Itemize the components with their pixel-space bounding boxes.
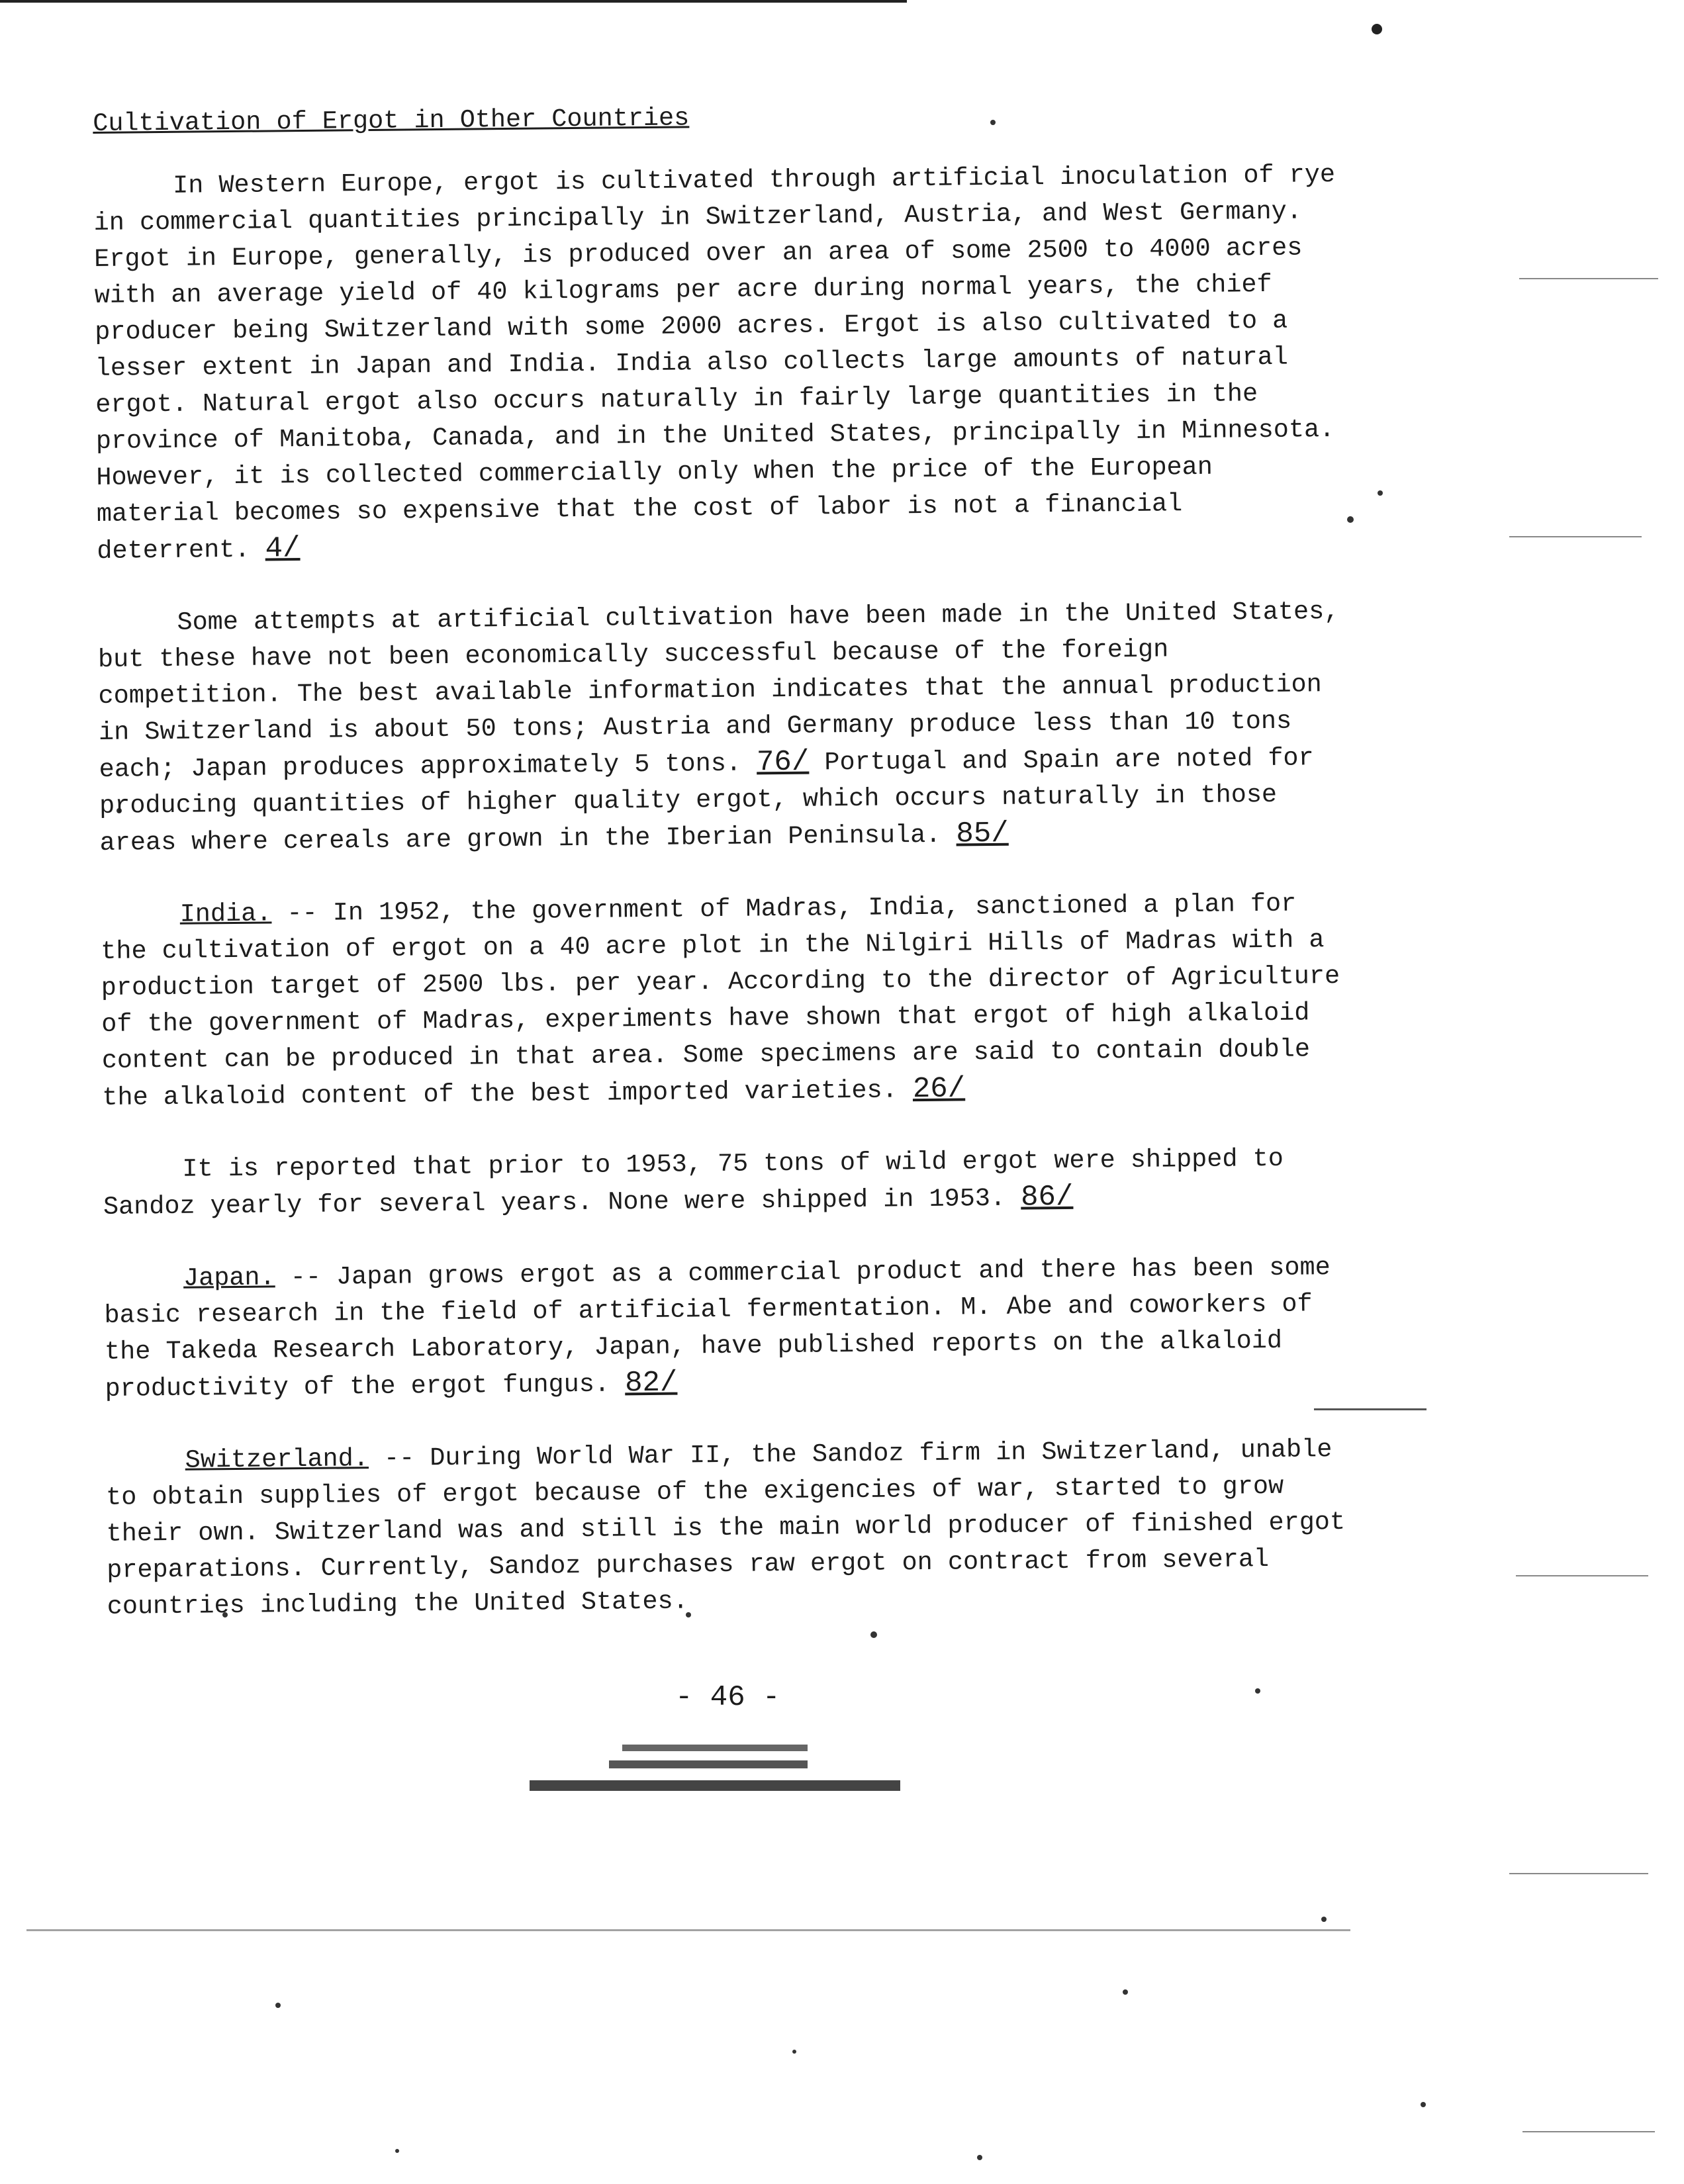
footnote-ref: 86/ [1020, 1180, 1074, 1214]
classification-stamp [516, 1739, 913, 1812]
scan-speck [1123, 1989, 1128, 1995]
margin-mark [1509, 536, 1642, 537]
footnote-ref: 26/ [912, 1072, 966, 1107]
margin-mark [1522, 2131, 1655, 2132]
scan-fold-line [26, 1929, 1350, 1931]
stamp-line [530, 1780, 900, 1791]
footnote-ref: 85/ [956, 817, 1009, 851]
stamp-line [622, 1745, 808, 1751]
footnote-ref: 76/ [756, 745, 810, 780]
paragraph-switzerland [105, 1432, 1352, 1625]
margin-mark [1509, 1873, 1648, 1874]
section-heading: Cultivation of Ergot in Other Countries [93, 103, 690, 138]
margin-mark [1519, 278, 1658, 279]
paragraph-text: In Western Europe, ergot is cultivated through artificial inoculation of rye in commercial quantities principally in Switzerland, Austria, and West Germany. Ergot in Europe, generally, is produced over an area of some 2500 to 4000 acres with an average yield of 40 kilograms per acre during normal years, the chief producer being Switzerland with some 2000 acres. Ergot is also cultivated to a lesser extent in Japan and India. India also collects large amounts of natural ergot. Natural ergot also occurs naturally in fairly large quantities in the province of Manitoba, Canada, and in the United States, principally in Minnesota. However, it is collected commercially only when the price of the European material becomes so expensive that the cost of labor is not a financial deterrent. [93, 159, 1336, 566]
scan-speck [1421, 2102, 1426, 2107]
stamp-line [609, 1760, 808, 1768]
footnote-ref: 4/ [265, 532, 301, 566]
paragraph-text: Some attempts at artificial cultivation have been made in the United States, but these have not been economically successful because of the foreign competition. The best available information indicates that the annual production in Switzerland is about 50 tons; Austria and Germany produce less than 10 tons each; Japan produces approximately 5 tons. [97, 596, 1340, 784]
paragraph-text: It is reported that prior to 1953, 75 tons of wild ergot were shipped to Sandoz yearly for several years. None were shipped in 1953. [103, 1144, 1284, 1222]
paragraph-artificial-cultivation [97, 594, 1344, 862]
scan-speck [1321, 1917, 1327, 1922]
paragraph-text: -- In 1952, the government of Madras, India, sanctioned a plan for the cultivation of ergot on a 40 acre plot in the Nilgiri Hills of Madras with a production target of 2500 lbs. per year. According to the director of Agriculture of the government of Madras, experiments have shown that ergot of high alkaloid content can be produced in that area. Some specimens are said to contain double the alkaloid content of the best imported varieties. [101, 889, 1340, 1113]
paragraph-wild-ergot [103, 1140, 1348, 1226]
scan-speck [1372, 24, 1382, 34]
scan-speck [1255, 1688, 1260, 1694]
margin-mark [1516, 1575, 1648, 1576]
paragraph-japan [104, 1250, 1350, 1408]
scan-speck [977, 2155, 982, 2160]
paragraph-india [100, 886, 1346, 1116]
document-body [93, 94, 1352, 1661]
scan-speck [395, 2149, 399, 2153]
paragraph-western-europe [93, 157, 1342, 570]
footnote-ref: 82/ [624, 1366, 678, 1400]
top-scan-edge [0, 0, 907, 3]
scan-speck [1378, 490, 1383, 496]
section-label-switzerland: Switzerland. [185, 1444, 369, 1475]
scan-speck [792, 2050, 796, 2054]
paragraph-text: Portugal and Spain are noted for producing quantities of higher quality ergot, which occurs naturally in those areas where cereals are grown in the Iberian Peninsula. [99, 743, 1314, 858]
paragraph-text: -- During World War II, the Sandoz firm in Switzerland, unable to obtain supplies of ergot because of the exigencies of war, started to grow their own. Switzerland was and still is the main world producer of finished ergot preparations. Currently, Sandoz purchases raw ergot on contract from several countries including the United States. [105, 1435, 1346, 1621]
section-label-india: India. [179, 899, 272, 929]
section-label-japan: Japan. [183, 1263, 275, 1293]
scan-speck [1347, 516, 1354, 523]
scan-speck [275, 2003, 281, 2008]
paragraph-text: -- Japan grows ergot as a commercial product and there has been some basic research in the field of artificial fermentation. M. Abe and coworkers of the Takeda Research Laboratory, Japan, have published reports on the alkaloid productivity of the ergot fungus. [104, 1253, 1331, 1404]
page-number: - 46 - [675, 1681, 780, 1714]
